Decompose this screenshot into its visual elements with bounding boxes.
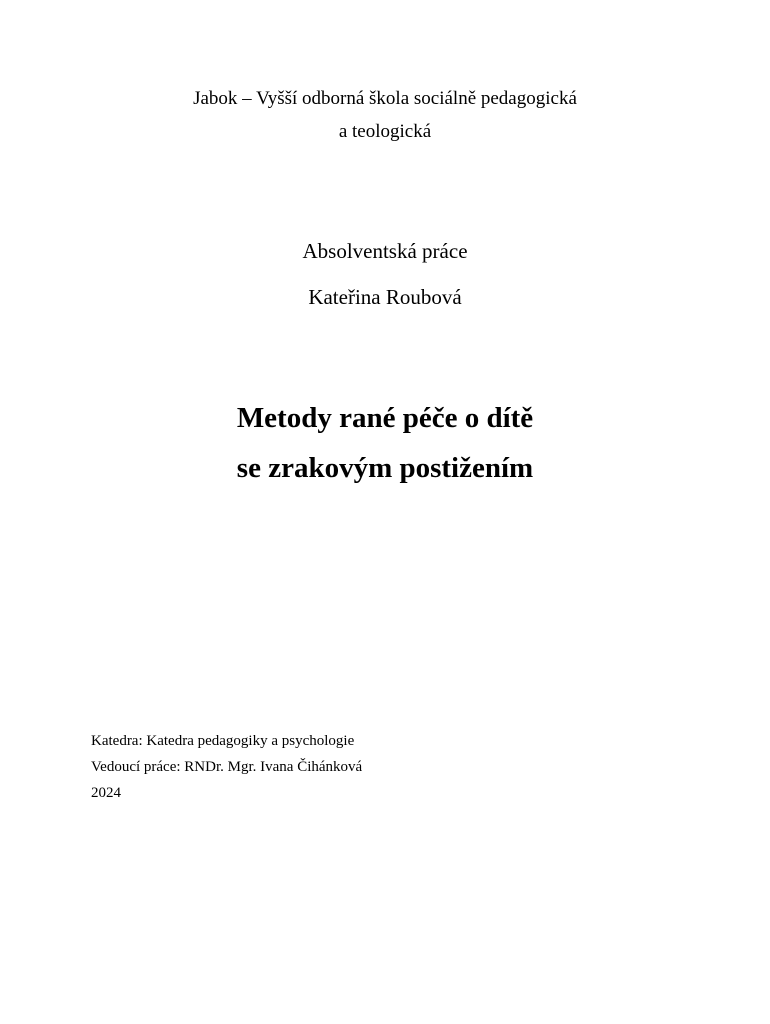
year-line: 2024 — [91, 785, 121, 801]
department-line: Katedra: Katedra pedagogiky a psychologie — [91, 733, 355, 749]
supervisor-line: Vedoucí práce: RNDr. Mgr. Ivana Čihánková — [91, 759, 363, 775]
thesis-title-line-2: se zrakovým postižením — [236, 452, 534, 484]
institution-name-line-2: a teologická — [338, 121, 432, 142]
document-type: Absolventská práce — [302, 239, 468, 263]
thesis-title-line-1: Metody rané péče o dítě — [236, 402, 534, 434]
institution-name-line-1: Jabok – Vyšší odborná škola sociálně pedagogická — [193, 88, 577, 109]
author-name: Kateřina Roubová — [308, 285, 462, 309]
